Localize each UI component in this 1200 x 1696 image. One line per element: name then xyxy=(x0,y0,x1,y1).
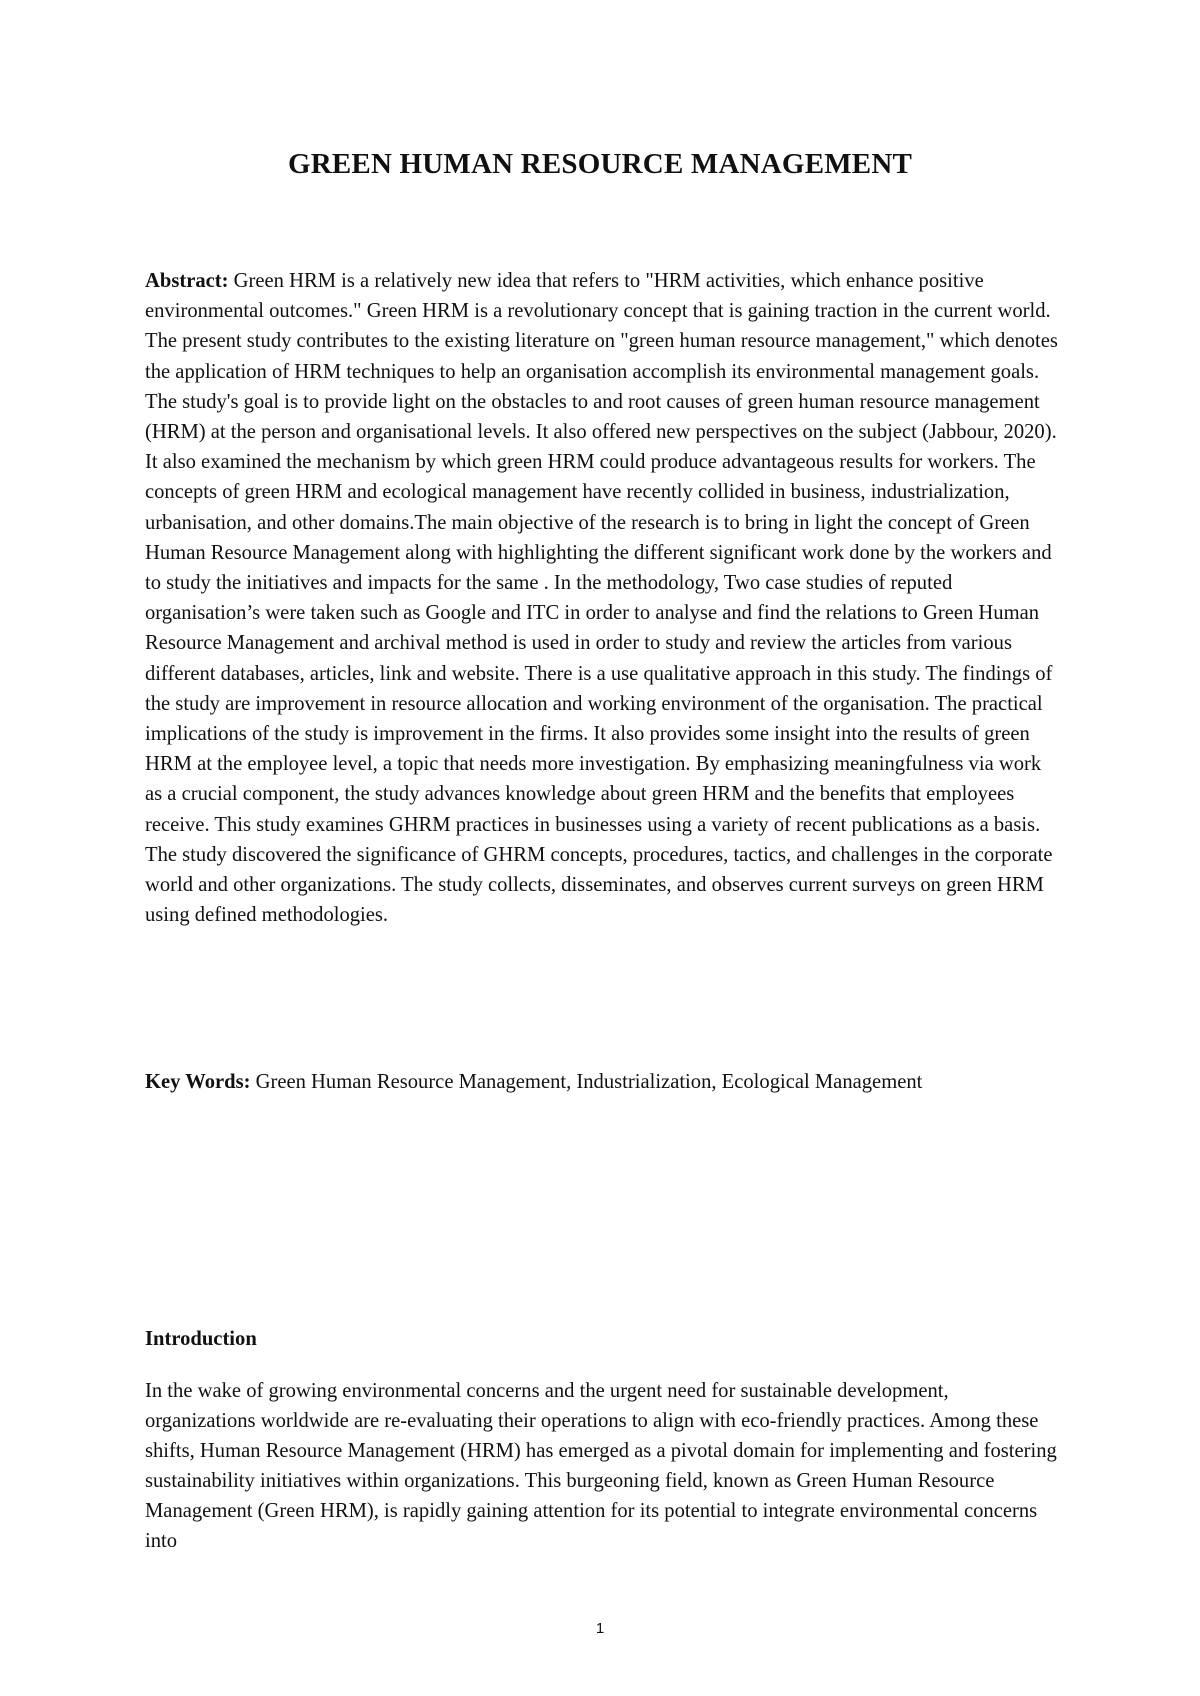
keywords-text: Green Human Resource Management, Industrialization, Ecological Management xyxy=(250,1071,923,1093)
keywords-paragraph xyxy=(145,1067,1060,1097)
abstract-text: Green HRM is a relatively new idea that refers to "HRM activities, which enhance positive environmental outcomes." Green HRM is a revolutionary concept that is gaining traction in the current world. The present study contributes to the existing literature on "green human resource management," which denotes the application of HRM techniques to help an organisation accomplish its environmental management goals. The study's goal is to provide light on the obstacles to and root causes of green human resource management (HRM) at the person and organisational levels. It also offered new perspectives on the subject (Jabbour, 2020). It also examined the mechanism by which green HRM could produce advantageous results for workers. The concepts of green HRM and ecological management have recently collided in business, industrialization, urbanisation, and other domains.The main objective of the research is to bring in light the concept of Green Human Resource Management along with highlighting the different significant work done by the workers and to study the initiatives and impacts for the same . In the methodology, Two case studies of reputed organisation’s were taken such as Google and ITC in order to analyse and find the relations to Green Human Resource Management and archival method is used in order to study and review the articles from various different databases, articles, link and website. There is a use qualitative approach in this study. The findings of the study are improvement in resource allocation and working environment of the organisation. The practical implications of the study is improvement in the firms. It also provides some insight into the results of green HRM at the employee level, a topic that needs more investigation. By emphasizing meaningfulness via work as a crucial component, the study advances knowledge about green HRM and the benefits that employees receive. This study examines GHRM practices in businesses using a variety of recent publications as a basis. The study discovered the significance of GHRM concepts, procedures, tactics, and challenges in the corporate world and other organizations. The study collects, disseminates, and observes current surveys on green HRM using defined methodologies. xyxy=(145,270,1058,927)
introduction-heading: Introduction xyxy=(145,1328,257,1350)
page-number: 1 xyxy=(595,1620,605,1637)
abstract-label: Abstract: xyxy=(145,270,229,292)
keywords-label: Key Words: xyxy=(145,1071,251,1093)
introduction-paragraph: In the wake of growing environmental concerns and the urgent need for sustainable development, organizations worldwide are re-evaluating their operations to align with eco-friendly practices. Among these shifts, Human Resource Management (HRM) has emerged as a pivotal domain for implementing and fostering sustainability initiatives within organizations. This burgeoning field, known as Green Human Resource Management (Green HRM), is rapidly gaining attention for its potential to integrate environmental concerns into xyxy=(145,1380,1057,1552)
abstract-paragraph xyxy=(145,266,1060,930)
document-title: GREEN HUMAN RESOURCE MANAGEMENT xyxy=(287,148,913,180)
